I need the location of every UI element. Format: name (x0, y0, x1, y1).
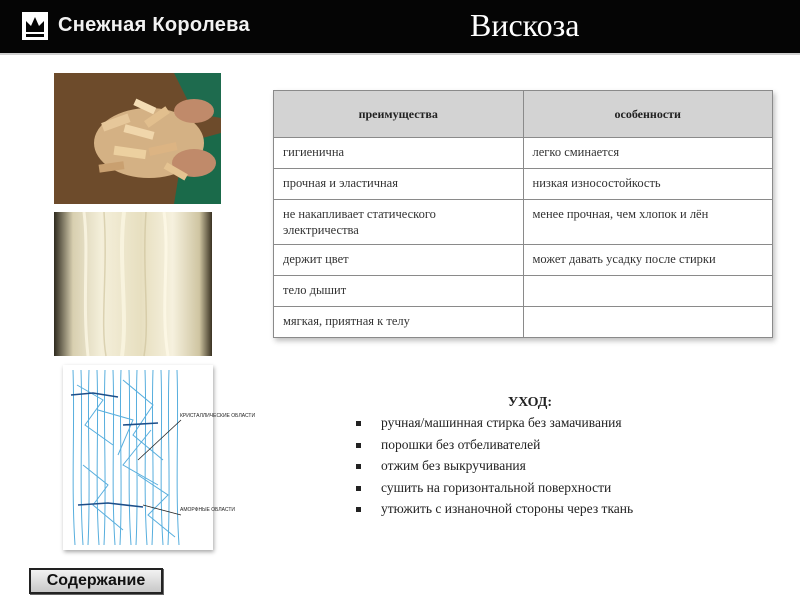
contents-button[interactable]: Содержание (29, 568, 163, 594)
list-item: сушить на горизонтальной поверхности (356, 477, 633, 499)
properties-table (273, 90, 773, 338)
table-cell: тело дышит (274, 276, 524, 307)
column-header-features: особенности (523, 91, 773, 138)
list-item: порошки без отбеливателей (356, 434, 633, 456)
table-cell: менее прочная, чем хлопок и лён (523, 200, 773, 245)
care-title: УХОД: (507, 395, 553, 410)
page-title: Вискоза (470, 7, 580, 43)
crystalline-label: КРИСТАЛЛИЧЕСКИЕ ОБЛАСТИ (180, 413, 256, 419)
list-item: отжим без выкручивания (356, 455, 633, 477)
table-row (274, 276, 773, 307)
table-row (274, 245, 773, 276)
table-row (274, 200, 773, 245)
table-header-row (274, 91, 773, 138)
brand-name: Снежная Королева (58, 14, 250, 36)
amorphous-label: АМОРФНЫЕ ОБЛАСТИ (180, 507, 235, 513)
column-header-advantages: преимущества (274, 91, 524, 138)
table-cell: мягкая, приятная к телу (274, 307, 524, 338)
viscose-fiber-photo (54, 212, 212, 356)
care-list (356, 412, 633, 520)
table-cell: прочная и эластичная (274, 169, 524, 200)
list-item: утюжить с изнаночной стороны через ткань (356, 498, 633, 520)
table-cell: не накапливает статического электричества (274, 200, 524, 245)
table-row (274, 169, 773, 200)
table-cell (523, 307, 773, 338)
list-item: ручная/машинная стирка без замачивания (356, 412, 633, 434)
table-row (274, 307, 773, 338)
header-bar (0, 0, 800, 55)
table-cell: легко сминается (523, 138, 773, 169)
table-row (274, 138, 773, 169)
table-cell: может давать усадку после стирки (523, 245, 773, 276)
table-cell: держит цвет (274, 245, 524, 276)
table-cell: гигиенична (274, 138, 524, 169)
crown-logo-icon (22, 12, 48, 40)
wood-chips-photo (54, 73, 221, 204)
table-cell: низкая износостойкость (523, 169, 773, 200)
table-cell (523, 276, 773, 307)
fiber-structure-diagram (63, 365, 256, 550)
